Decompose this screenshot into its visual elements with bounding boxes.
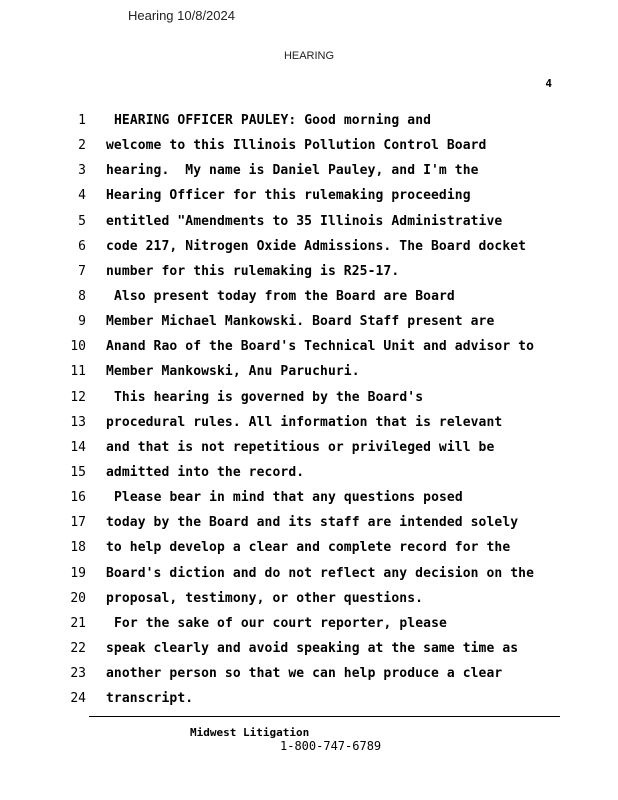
transcript-line — [0, 111, 618, 136]
line-text: transcript. — [106, 691, 194, 707]
transcript-line — [0, 488, 618, 513]
transcript-line — [0, 237, 618, 262]
footer-phone: 1-800-747-6789 — [280, 739, 382, 753]
line-number: 9 — [78, 314, 86, 330]
transcript-line — [0, 564, 618, 589]
transcript-line — [0, 388, 618, 413]
line-text: another person so that we can help produce a clear — [106, 666, 503, 682]
line-text: today by the Board and its staff are intended solely — [106, 515, 519, 531]
line-number: 20 — [70, 590, 86, 606]
line-text: Hearing Officer for this rulemaking proceeding — [106, 188, 471, 204]
header-date: Hearing 10/8/2024 — [128, 8, 235, 23]
transcript-line — [0, 212, 618, 237]
transcript-line — [0, 337, 618, 362]
line-number: 21 — [70, 615, 86, 631]
line-text: HEARING OFFICER PAULEY: Good morning and — [114, 113, 432, 128]
transcript-line — [0, 463, 618, 488]
line-text: Member Michael Mankowski. Board Staff present are — [106, 314, 495, 330]
line-number: 2 — [78, 138, 86, 154]
transcript-line — [0, 538, 618, 563]
line-number: 8 — [78, 288, 86, 304]
line-text: For the sake of our court reporter, please — [114, 615, 447, 631]
line-number: 11 — [70, 364, 86, 380]
footer-company: Midwest Litigation — [190, 726, 310, 739]
line-number: 17 — [70, 515, 86, 531]
transcript-line — [0, 362, 618, 387]
page-title: HEARING — [283, 50, 335, 62]
transcript-line — [0, 287, 618, 312]
line-text: Anand Rao of the Board's Technical Unit and advisor to — [106, 339, 535, 355]
line-number: 12 — [70, 389, 86, 405]
line-text: to help develop a clear and complete record for the — [106, 540, 511, 556]
transcript-line — [0, 639, 618, 664]
transcript-body — [0, 111, 618, 714]
line-text: procedural rules. All information that is relevant — [106, 414, 503, 430]
line-text: and that is not repetitious or privileged will be — [106, 439, 495, 455]
line-number: 7 — [78, 263, 86, 279]
line-text: welcome to this Illinois Pollution Control Board — [106, 138, 487, 154]
footer-divider — [89, 716, 560, 717]
line-text: entitled "Amendments to 35 Illinois Administrative — [106, 213, 503, 229]
line-text: This hearing is governed by the Board's — [114, 389, 424, 405]
line-number: 22 — [70, 640, 86, 656]
line-number: 24 — [70, 691, 86, 707]
line-text: code 217, Nitrogen Oxide Admissions. The Board docket — [106, 238, 527, 254]
page-number: 4 — [545, 77, 552, 90]
line-number: 23 — [70, 666, 86, 682]
line-number: 13 — [70, 414, 86, 430]
transcript-line — [0, 413, 618, 438]
line-number: 5 — [78, 213, 86, 229]
transcript-line — [0, 513, 618, 538]
line-number: 4 — [78, 188, 86, 204]
line-text: hearing. My name is Daniel Pauley, and I'm the — [106, 163, 479, 179]
line-text: speak clearly and avoid speaking at the same time as — [106, 640, 519, 656]
line-number: 14 — [70, 439, 86, 455]
line-number: 19 — [70, 565, 86, 581]
line-number: 18 — [70, 540, 86, 556]
line-number: 1 — [78, 113, 86, 128]
line-text: Member Mankowski, Anu Paruchuri. — [106, 364, 360, 380]
transcript-line — [0, 664, 618, 689]
transcript-line — [0, 614, 618, 639]
line-text: admitted into the record. — [106, 464, 305, 480]
transcript-line — [0, 689, 618, 714]
transcript-line — [0, 312, 618, 337]
line-number: 16 — [70, 490, 86, 506]
line-number: 10 — [70, 339, 86, 355]
transcript-line — [0, 186, 618, 211]
transcript-line — [0, 589, 618, 614]
line-number: 15 — [70, 464, 86, 480]
line-text: proposal, testimony, or other questions. — [106, 590, 424, 606]
transcript-line — [0, 161, 618, 186]
line-text: Also present today from the Board are Board — [114, 288, 455, 304]
transcript-line — [0, 438, 618, 463]
line-number: 6 — [78, 238, 86, 254]
line-text: Board's diction and do not reflect any decision on the — [106, 565, 535, 581]
transcript-line — [0, 136, 618, 161]
line-text: Please bear in mind that any questions posed — [114, 490, 463, 506]
line-text: number for this rulemaking is R25-17. — [106, 263, 400, 279]
transcript-line — [0, 262, 618, 287]
line-number: 3 — [78, 163, 86, 179]
